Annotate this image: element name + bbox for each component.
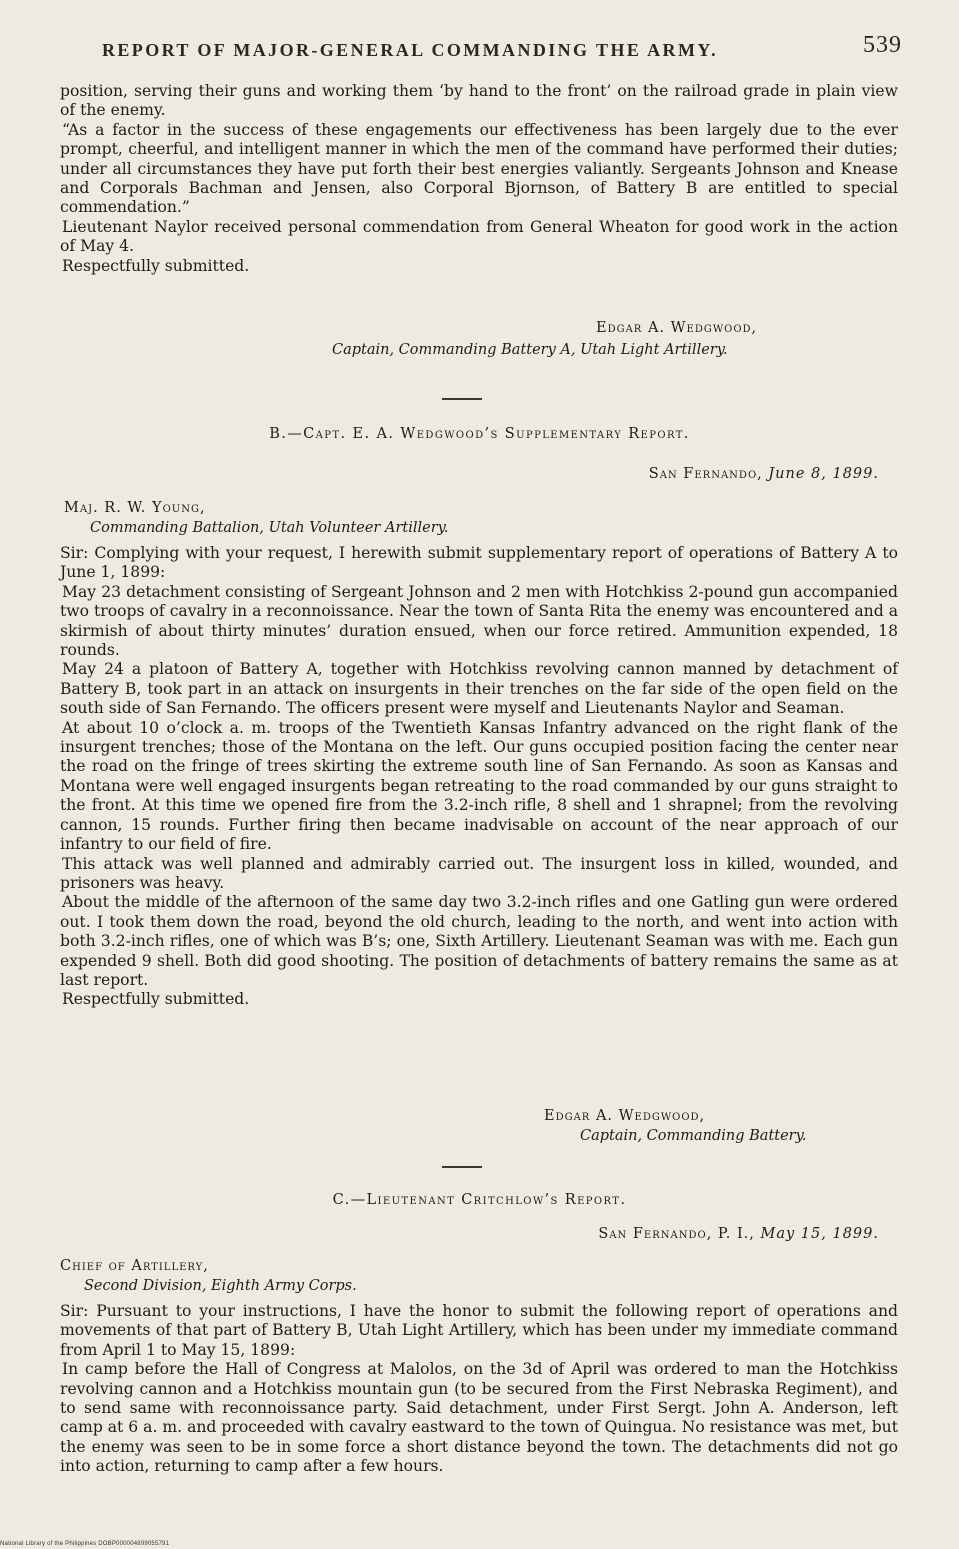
- paragraph: Sir: Pursuant to your instructions, I have the honor to submit the following report of operations and movements of that part of Battery B, Utah Light Artillery, which has been under my immediate command from April 1 to May 15, 1899:: [60, 1302, 898, 1359]
- paragraph: In camp before the Hall of Congress at Malolos, on the 3d of April was ordered to man the Hotchkiss revolving cannon and a Hotchkiss mountain gun (to be secured from the First Nebraska Regiment), and to send same with reconnoissance party. Said detachment, under First Sergt. John A. Anderson, left camp at 6 a. m. and proceeded with cavalry eastward to the town of Quingua. No resistance was met, but the enemy was seen to be in some force a short distance beyond the town. The detachments did not go into action, returning to camp after a few hours.: [60, 1360, 898, 1476]
- section-divider: [442, 1166, 482, 1168]
- addressee-title: Second Division, Eighth Army Corps.: [84, 1278, 357, 1294]
- section-c-body: [60, 1302, 898, 1477]
- paragraph: May 23 detachment consisting of Sergeant Johnson and 2 men with Hotchkiss 2-pound gun accompanied two troops of cavalry in a reconnoissance. Near the town of Santa Rita the enemy was encountered and a skirmish of about thirty minutes’ duration ensued, when our force retired. Ammunition expended, 18 rounds.: [60, 582, 898, 660]
- addressee-name: Chief of Artillery,: [60, 1258, 209, 1274]
- addressee-name: Maj. R. W. Young,: [64, 500, 206, 516]
- scan-footer: National Library of the Philippines DOBP000004899055791: [0, 1541, 170, 1547]
- signature-title: Captain, Commanding Battery A, Utah Light Artillery.: [332, 342, 728, 358]
- addressee-title: Commanding Battalion, Utah Volunteer Artillery.: [90, 520, 449, 536]
- paragraph: Respectfully submitted.: [62, 256, 250, 275]
- paragraph: Sir: Complying with your request, I herewith submit supplementary report of operations of Battery A to June 1, 1899:: [60, 544, 898, 582]
- paragraph: May 24 a platoon of Battery A, together with Hotchkiss revolving cannon manned by detachment of Battery B, took part in an attack on insurgents in their trenches on the far side of the open field on the south side of San Fernando. The officers present were myself and Lieutenants Naylor and Seaman.: [60, 660, 898, 718]
- section-c-dateline: San Fernando, P. I., May 15, 1899.: [598, 1226, 879, 1242]
- signature-name: Edgar A. Wedgwood,: [544, 1108, 706, 1124]
- signature-title: Captain, Commanding Battery.: [580, 1128, 807, 1144]
- header-title: REPORT OF MAJOR-GENERAL COMMANDING THE ARMY.: [102, 40, 718, 60]
- page-number: 539: [863, 32, 902, 58]
- section-a-body: [60, 82, 898, 276]
- paragraph: At about 10 o’clock a. m. troops of the Twentieth Kansas Infantry advanced on the right flank of the insurgent trenches; those of the Montana on the left. Our guns occupied position facing the center near the road on the fringe of trees skirting the extreme south line of San Fernando. As soon as Kansas and Montana were well engaged insurgents began retreating to the road commanded by our guns straight to the front. At this time we opened fire from the 3.2-inch rifle, 8 shell and 1 shrapnel; from the revolving cannon, 15 rounds. Further firing then became inadvisable on account of the near approach of our infantry to our field of fire.: [60, 718, 898, 854]
- paragraph: This attack was well planned and admirably carried out. The insurgent loss in killed, wounded, and prisoners was heavy.: [60, 854, 898, 892]
- signature-name: Edgar A. Wedgwood,: [596, 320, 758, 336]
- paragraph: Lieutenant Naylor received personal commendation from General Wheaton for good work in the action of May 4.: [60, 217, 898, 256]
- section-b-body: [60, 544, 898, 1010]
- paragraph: Respectfully submitted.: [62, 990, 250, 1009]
- section-b-heading: B.—Capt. E. A. Wedgwood’s Supplementary Report.: [269, 426, 690, 442]
- paragraph: About the middle of the afternoon of the same day two 3.2-inch rifles and one Gatling gun were ordered out. I took them down the road, beyond the old church, leading to the north, and went into action with both 3.2-inch rifles, one of which was B’s; one, Sixth Artillery. Lieutenant Seaman was with me. Each gun expended 9 shell. Both did good shooting. The position of detachments of battery remains the same as at last report.: [60, 893, 898, 989]
- section-b-dateline: San Fernando, June 8, 1899.: [648, 466, 879, 482]
- section-divider: [442, 398, 482, 400]
- paragraph: “As a factor in the success of these engagements our effectiveness has been largely due to the ever prompt, cheerful, and intelligent manner in which the men of the command have performed their duties; under all circumstances they have put forth their best energies valiantly. Sergeants Johnson and Knease and Corporals Bachman and Jensen, also Corporal Bjornson, of Battery B are entitled to special commendation.”: [60, 120, 898, 217]
- paragraph: position, serving their guns and working them ‘by hand to the front’ on the railroad grade in plain view of the enemy.: [60, 82, 898, 120]
- section-c-heading: C.—Lieutenant Critchlow’s Report.: [332, 1192, 627, 1208]
